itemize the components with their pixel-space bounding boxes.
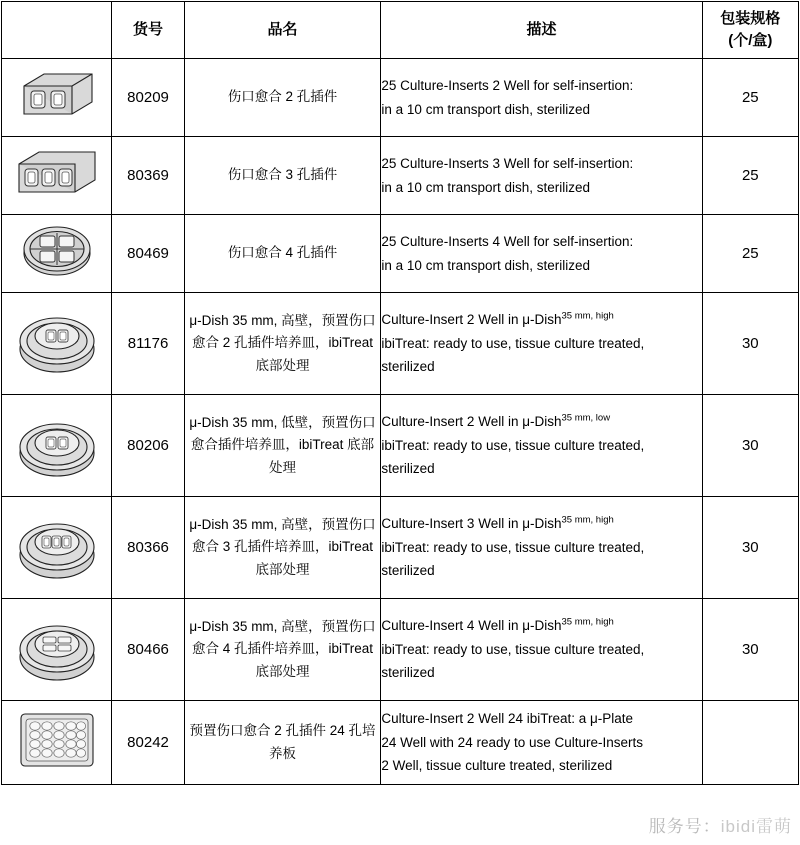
desc-line: ibiTreat: ready to use, tissue culture treated,	[381, 539, 645, 555]
product-table	[1, 1, 799, 785]
product-code: 80469	[112, 215, 184, 293]
header-code: 货号	[112, 2, 184, 59]
desc-line: 2 Well, tissue culture treated, sterilized	[381, 758, 613, 774]
table-row	[2, 395, 799, 497]
product-code: 80466	[112, 599, 184, 701]
desc-line: Culture-Insert 2 Well 24 ibiTreat: a μ-Plate	[381, 711, 634, 727]
table-row	[2, 701, 799, 785]
product-image-cell	[2, 137, 112, 215]
desc-line-with-sup	[381, 410, 701, 434]
product-image-cell	[2, 59, 112, 137]
table-header	[2, 2, 799, 59]
mu-dish-2-well-low-icon	[8, 405, 106, 481]
pack-size: 25	[702, 215, 798, 293]
pack-size: 30	[702, 293, 798, 395]
product-description	[381, 395, 702, 497]
desc-line: in a 10 cm transport dish, sterilized	[381, 101, 590, 117]
desc-line: sterilized	[381, 461, 435, 477]
desc-line: 25 Culture-Inserts 2 Well for self-insertion:	[381, 77, 634, 93]
mu-dish-2-well-high-icon	[8, 303, 106, 379]
desc-line: sterilized	[381, 563, 435, 579]
header-pack	[702, 2, 798, 59]
product-name: μ-Dish 35 mm, 高壁，预置伤口愈合 3 孔插件培养皿，ibiTreat 底部处理	[184, 497, 381, 599]
product-name: 伤口愈合 3 孔插件	[184, 137, 381, 215]
insert-4-well-icon	[14, 219, 100, 283]
desc-line: Culture-Insert 4 Well in μ-Dish	[381, 618, 562, 634]
desc-line-with-sup	[381, 512, 701, 536]
desc-line: in a 10 cm transport dish, sterilized	[381, 257, 590, 273]
mu-plate-24-well-icon	[11, 706, 103, 774]
desc-line: 24 Well with 24 ready to use Culture-Inserts	[381, 734, 644, 750]
product-description	[381, 497, 702, 599]
watermark	[649, 812, 792, 837]
product-description	[381, 137, 702, 215]
pack-size: 30	[702, 497, 798, 599]
product-name: 伤口愈合 2 孔插件	[184, 59, 381, 137]
desc-line-with-sup	[381, 614, 701, 638]
product-image-cell	[2, 395, 112, 497]
product-description	[381, 59, 702, 137]
header-pack-line2: (个/盒)	[728, 32, 773, 49]
pack-size	[702, 701, 798, 785]
header-row	[2, 2, 799, 59]
desc-superscript: 35 mm, low	[561, 412, 611, 424]
product-image-cell	[2, 497, 112, 599]
table-body	[2, 59, 799, 785]
desc-line: ibiTreat: ready to use, tissue culture treated,	[381, 437, 645, 453]
desc-line: in a 10 cm transport dish, sterilized	[381, 179, 590, 195]
watermark-prefix: 服务号：	[648, 817, 721, 836]
pack-size: 30	[702, 599, 798, 701]
desc-line: sterilized	[381, 359, 435, 375]
watermark-brand: ibidi雷萌	[720, 817, 792, 836]
insert-2-well-icon	[14, 64, 100, 126]
table-row	[2, 59, 799, 137]
desc-line: 25 Culture-Inserts 3 Well for self-insertion:	[381, 155, 634, 171]
product-code: 80206	[112, 395, 184, 497]
header-description: 描述	[381, 2, 702, 59]
product-name: 伤口愈合 4 孔插件	[184, 215, 381, 293]
product-code: 81176	[112, 293, 184, 395]
table-row	[2, 293, 799, 395]
pack-size: 25	[702, 59, 798, 137]
product-name: 预置伤口愈合 2 孔插件 24 孔培养板	[184, 701, 381, 785]
product-name: μ-Dish 35 mm, 低壁，预置伤口愈合插件培养皿，ibiTreat 底部处理	[184, 395, 381, 497]
product-code: 80369	[112, 137, 184, 215]
header-name: 品名	[184, 2, 381, 59]
product-code: 80366	[112, 497, 184, 599]
product-description	[381, 215, 702, 293]
desc-superscript: 35 mm, high	[561, 310, 614, 322]
table-row	[2, 137, 799, 215]
product-description	[381, 599, 702, 701]
product-description	[381, 293, 702, 395]
product-code: 80242	[112, 701, 184, 785]
table-row	[2, 497, 799, 599]
product-code: 80209	[112, 59, 184, 137]
product-description	[381, 701, 702, 785]
table-row	[2, 215, 799, 293]
desc-superscript: 35 mm, high	[561, 616, 614, 628]
product-image-cell	[2, 701, 112, 785]
desc-line: 25 Culture-Inserts 4 Well for self-insertion:	[381, 233, 634, 249]
header-pack-line1: 包装规格	[720, 10, 781, 28]
mu-dish-4-well-high-icon	[8, 609, 106, 685]
desc-line: sterilized	[381, 665, 435, 681]
pack-size: 30	[702, 395, 798, 497]
desc-line: Culture-Insert 2 Well in μ-Dish	[381, 312, 562, 328]
product-image-cell	[2, 599, 112, 701]
product-image-cell	[2, 293, 112, 395]
desc-line: ibiTreat: ready to use, tissue culture treated,	[381, 641, 645, 657]
product-name: μ-Dish 35 mm, 高壁，预置伤口愈合 2 孔插件培养皿，ibiTreat 底部处理	[184, 293, 381, 395]
desc-line-with-sup	[381, 308, 701, 332]
desc-line: Culture-Insert 2 Well in μ-Dish	[381, 414, 562, 430]
product-image-cell	[2, 215, 112, 293]
header-image	[2, 2, 112, 59]
desc-superscript: 35 mm, high	[561, 514, 614, 526]
mu-dish-3-well-high-icon	[8, 507, 106, 583]
insert-3-well-icon	[11, 142, 103, 204]
desc-line: Culture-Insert 3 Well in μ-Dish	[381, 516, 562, 532]
table-row	[2, 599, 799, 701]
desc-line: ibiTreat: ready to use, tissue culture treated,	[381, 335, 645, 351]
pack-size: 25	[702, 137, 798, 215]
product-name: μ-Dish 35 mm, 高壁，预置伤口愈合 4 孔插件培养皿，ibiTreat 底部处理	[184, 599, 381, 701]
